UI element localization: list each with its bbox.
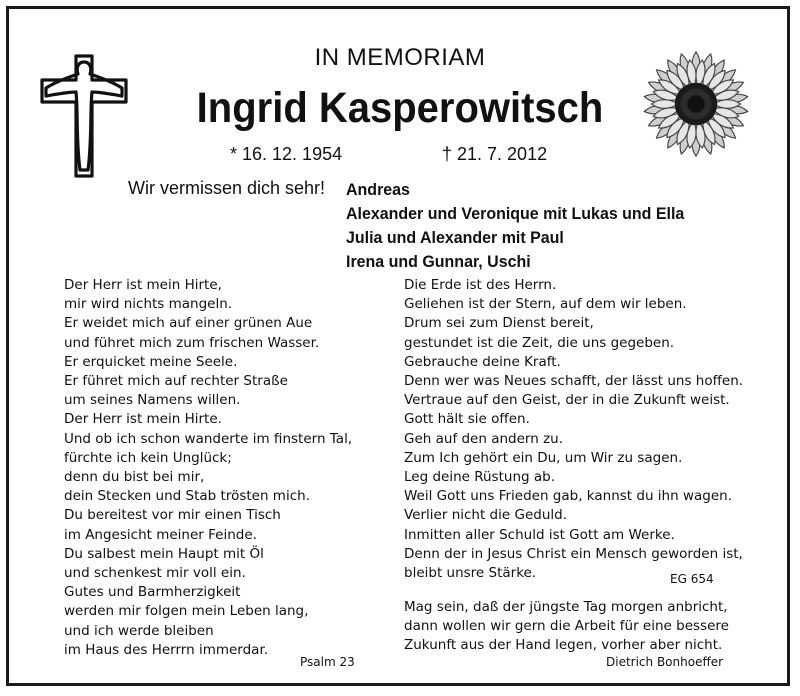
psalm-line: und führet mich zum frischen Wasser. (64, 334, 320, 351)
psalm-line: um seines Namens willen. (64, 392, 241, 409)
psalm-line: denn du bist bei mir, (64, 469, 205, 486)
hymn-line: Geh auf den andern zu. (404, 430, 564, 447)
psalm-line: mir wird nichts mangeln. (64, 296, 233, 313)
hymn-line: Weil Gott uns Frieden gab, kannst du ihn wagen. (404, 488, 732, 505)
hymn-line: bleibt unsre Stärke. (404, 565, 537, 582)
hymn-line: Denn wer was Neues schafft, der lässt uns hoffen. (404, 373, 744, 390)
psalm-line: im Angesicht meiner Feinde. (64, 526, 257, 543)
psalm-line: Er erquicket meine Seele. (64, 353, 238, 370)
hymn-line: Vertraue auf den Geist, der in die Zukunft weist. (404, 392, 730, 409)
quote-line: Mag sein, daß der jüngste Tag morgen anbricht, (404, 599, 728, 615)
quote-line: Zukunft aus der Hand legen, vorher aber nicht. (404, 637, 723, 654)
hymn-line: Die Erde ist des Herrn. (404, 277, 557, 293)
quote-author: Dietrich Bonhoeffer (606, 655, 724, 669)
hymn-line: Zum Ich gehört ein Du, um Wir zu sagen. (404, 449, 683, 466)
psalm-line: Du salbest mein Haupt mit Öl (64, 545, 264, 562)
psalm-line: Der Herr ist mein Hirte. (64, 411, 222, 428)
mourning-message: Wir vermissen dich sehr! (128, 178, 326, 198)
psalm-line: und ich werde bleiben (64, 622, 214, 639)
psalm-line: Und ob ich schon wanderte im finstern Tal, (64, 430, 353, 447)
hymn-line: Geliehen ist der Stern, auf dem wir leben. (404, 296, 687, 313)
hymn-line: Denn der in Jesus Christ ein Mensch geworden ist, (404, 545, 743, 562)
psalm-line: Er weidet mich auf einer grünen Aue (64, 315, 313, 332)
birth-date: * 16. 12. 1954 (230, 144, 343, 164)
deceased-name: Ingrid Kasperowitsch (196, 84, 604, 132)
hymn-line: Gebrauche deine Kraft. (404, 353, 561, 370)
mourner-line: Julia und Alexander mit Paul (346, 228, 564, 247)
hymn-line: Verlier nicht die Geduld. (404, 507, 567, 524)
psalm-line: und schenkest mir voll ein. (64, 565, 246, 582)
hymn-text (404, 276, 743, 583)
hymn-line: Gott hält sie offen. (404, 411, 530, 428)
psalm-line: werden mir folgen mein Leben lang, (64, 603, 309, 620)
psalm-text (64, 276, 352, 660)
quote-line: dann wollen wir gern die Arbeit für eine bessere (404, 618, 729, 635)
mourner-line: Alexander und Veronique mit Lukas und Ella (346, 204, 685, 223)
psalm-line: Gutes und Barmherzigkeit (64, 584, 241, 601)
psalm-line: fürchte ich kein Unglück; (64, 449, 232, 466)
quote-text (404, 598, 729, 656)
psalm-line: im Haus des Herrrn immerdar. (64, 641, 269, 658)
hymn-line: gestundet ist die Zeit, die uns gegeben. (404, 334, 675, 351)
hymn-line: Inmitten aller Schuld ist Gott am Werke. (404, 526, 675, 543)
psalm-line: dein Stecken und Stab trösten mich. (64, 488, 310, 505)
mourner-names (346, 178, 706, 274)
psalm-line: Der Herr ist mein Hirte, (64, 277, 222, 293)
mourner-line: Irena und Gunnar, Uschi (346, 252, 531, 271)
overline: IN MEMORIAM (314, 44, 486, 71)
hymn-line: Leg deine Rüstung ab. (404, 469, 555, 486)
psalm-line: Du bereitest vor mir einen Tisch (64, 507, 281, 524)
death-date: † 21. 7. 2012 (442, 144, 548, 164)
psalm-source: Psalm 23 (300, 655, 355, 669)
hymn-source: EG 654 (670, 572, 714, 586)
mourner-line: Andreas (346, 180, 410, 199)
psalm-line: Er führet mich auf rechter Straße (64, 373, 288, 390)
hymn-line: Drum sei zum Dienst bereit, (404, 315, 594, 332)
